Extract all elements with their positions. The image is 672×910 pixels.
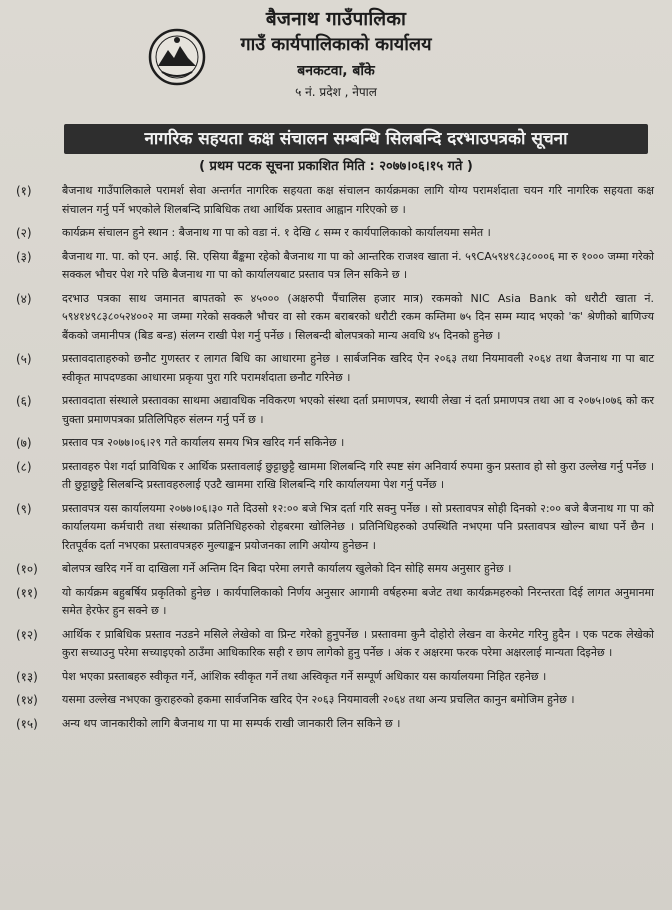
header — [14, 6, 658, 124]
item-number: (५) — [16, 352, 32, 366]
list-item — [14, 248, 658, 285]
list-item — [14, 350, 658, 387]
item-number: (४) — [16, 291, 32, 306]
item-number: (१०) — [16, 562, 38, 576]
item-text: प्रस्तावदाताहरुको छनौट गुणस्तर र लागत बिधि का आधारमा हुनेछ । सार्बजनिक खरिद ऐन २०६३ तथा नियमावली २०६४ तथा बैजनाथ गा पा बाट स्वीकृत मापदण्डका आधारमा प्रकृया पुरा गरि परामर्शदाता छनौट गरिनेछ । — [62, 352, 654, 384]
item-text: यो कार्यक्रम बहुबर्षिय प्रकृतिको हुनेछ । कार्यपालिकाको निर्णय अनुसार आगामी वर्षहरुमा बजेट तथा कार्यक्रमहरुको निरन्तरता दिई लागत अनुमानमा समेत हेरफेर हुन सक्ने छ । — [62, 585, 654, 617]
province-label: ५ नं. प्रदेश , नेपाल — [295, 85, 377, 99]
publication-date: ( प्रथम पटक सूचना प्रकाशित मिति : २०७७।०६।१५ गते ) — [199, 159, 473, 174]
office-name: गाउँ कार्यपालिकाको कार्यालय — [240, 34, 432, 55]
list-item — [14, 626, 658, 663]
municipality-title: बैजनाथ गाउँपालिका — [265, 8, 407, 30]
item-number: (१) — [16, 184, 32, 198]
item-number: (१४) — [16, 693, 38, 707]
item-text: बैजनाथ गा. पा. को एन. आई. सि. एसिया बैंङ्कमा रहेको बैजनाथ गा पा को आन्तरिक राजश्व खाता नं. ५९CA५९४९८३८०००६ मा रु १००० जम्मा गरेको सक्कल भौचर पेश गरे पछि बैजनाथ गा पा को कार्यालयबाट प्रस्ताव पत्र लिन सकिने छ । — [62, 249, 654, 281]
nepal-emblem-logo-icon — [148, 28, 206, 86]
item-text: आर्थिक र प्राबिधिक प्रस्ताव नउडने मसिले लेखेको वा प्रिन्ट गरेको हुनुपर्नेछ । प्रस्तावमा कुनै दोहोरो लेखन वा केरमेट गरिनु हुदैन । एक पटक लेखेको कुरा सच्याउनु परेमा सच्याइएको ठाउँमा आधिकारिक सही र छाप लागेको हुनु पर्नेछ । अंक र अक्षरमा फरक परेमा अक्षरलाई मान्यता दिइनेछ । — [62, 627, 654, 659]
list-item — [14, 668, 658, 687]
office-location: बनकटवा, बाँके — [297, 63, 375, 79]
item-text: पेश भएका प्रस्ताबहरु स्वीकृत गर्ने, आंशिक स्वीकृत गर्ने तथा अस्विकृत गर्ने सम्पूर्ण अधिकार यस कार्यालयमा निहित रहनेछ । — [62, 669, 547, 683]
list-item — [14, 458, 658, 495]
list-item — [14, 392, 658, 429]
item-number: (१५) — [16, 716, 38, 731]
list-item — [14, 224, 658, 243]
item-text: यसमा उल्लेख नभएका कुराहरुको हकमा सार्वजनिक खरिद ऐन २०६३ नियमावली २०६४ तथा अन्य प्रचलित कानुन बमोजिम हुनेछ । — [62, 693, 575, 706]
item-text: प्रस्तावहरु पेश गर्दा प्राविधिक र आर्थिक प्रस्तावलाई छुट्टाछुट्टै खाममा शिलबन्दि गरि स्पष्ट संग अनिवार्य रुपमा कुन प्रस्ताव हो सो कुरा उल्लेख गर्नु पर्नेछ । ती छुट्टाछुट्टै सिलबन्दि प्रस्तावहरुलाई एउटै खाममा राखि शिलबन्दि गरि कार्यालयमा पेश गर्नु पर्नेछ । — [62, 459, 654, 491]
notice-items-list — [14, 182, 658, 733]
item-text: प्रस्ताव पत्र २०७७।०६।२९ गते कार्यालय समय भित्र खरिद गर्न सकिनेछ । — [62, 436, 345, 449]
item-text: कार्यक्रम संचालन हुने स्थान : बैजनाथ गा पा को वडा नं. १ देखि ८ सम्म र कार्यपालिकाको कार्यालयमा समेत । — [62, 226, 491, 239]
item-number: (३) — [16, 249, 32, 264]
item-number: (१२) — [16, 627, 38, 642]
item-number: (२) — [16, 226, 32, 240]
item-text: बैजनाथ गाउँपालिकाले परामर्श सेवा अन्तर्गत नागरिक सहयता कक्ष संचालन कार्यक्रमका लागि योग्य परामर्शदाता चयन गरि नागरिक सहयता कक्ष संचालन गर्नु पर्ने भएकोले शिलबन्दि प्राबिधिक तथा आर्थिक प्रस्ताव आह्वान गरिएको छ । — [62, 184, 654, 216]
list-item — [14, 560, 658, 579]
item-text: प्रस्तावदाता संस्थाले प्रस्तावका साथमा अद्यावधिक नविकरण भएको संस्था दर्ता प्रमाणपत्र, स्थायी लेखा नं दर्ता प्रमाणपत्र तथा आ व २०७५।०७६ को कर चुक्ता प्रमाणपत्रका प्रतिलिपिहरु संलग्न गर्नु पर्ने छ । — [62, 394, 654, 426]
list-item — [14, 500, 658, 556]
notice-heading-banner: नागरिक सहयता कक्ष संचालन सम्बन्धि सिलबन्दि दरभाउपत्रको सूचना — [64, 124, 648, 154]
item-number: (७) — [16, 436, 32, 450]
item-number: (९) — [16, 501, 32, 516]
item-text: अन्य थप जानकारीको लागि बैजनाथ गा पा मा सम्पर्क राखी जानकारी लिन सकिने छ । — [62, 716, 401, 730]
item-number: (६) — [16, 394, 32, 408]
list-item — [14, 715, 658, 734]
item-number: (१३) — [16, 669, 38, 684]
item-text: दरभाउ पत्रका साथ जमानत बापतको रू ४५००० (अक्षरुपी पैंचालिस हजार मात्र) रकमको NIC Asia Bank को धरौटी खाता नं. ५९४१४९८३८०५२४००२ मा जम्मा गरेको सक्कलै भौचर वा सो रकम बराबरको धरौटी रकम कम्तिमा ७५ दिन सम्म म्याद भएको 'क' श्रेणीको बाणिज्य बैंकको जमानीपत्र (बिड बन्ड) संलग्न राखी पेश गर्नु पर्नेछ । सिलबन्दी बोलपत्रको मान्य अवधि ४५ दिनको हुनेछ । — [62, 291, 654, 342]
item-text: बोलपत्र खरिद गर्ने वा दाखिला गर्ने अन्तिम दिन बिदा परेमा लगत्तै कार्यालय खुलेको दिन सोहि समय अनुसार हुनेछ । — [62, 562, 512, 575]
item-number: (११) — [16, 585, 38, 600]
list-item — [14, 584, 658, 621]
list-item — [14, 691, 658, 710]
list-item — [14, 434, 658, 453]
list-item — [14, 182, 658, 219]
list-item — [14, 290, 658, 346]
item-number: (८) — [16, 459, 32, 474]
item-text: प्रस्तावपत्र यस कार्यालयमा २०७७।०६।३० गते दिउसो १२:०० बजे भित्र दर्ता गरि सक्नु पर्नेछ । सो प्रस्तावपत्र सोही दिनको २:०० बजे बैजनाथ गा पा को कार्यालयमा कर्मचारी तथा संस्थाका प्रतिनिधिहरुको रोहबरमा खोलिनेछ । प्रतिनिधिहरुको उपस्थिति नभएमा पनि प्रस्तावपत्र खोल्न बाधा पर्ने छैन । रितपूर्वक दर्ता नभएका प्रस्तावपत्रहरु मुल्याङ्कन प्रयोजनका लागि अयोग्य हुनेछन । — [62, 501, 654, 552]
